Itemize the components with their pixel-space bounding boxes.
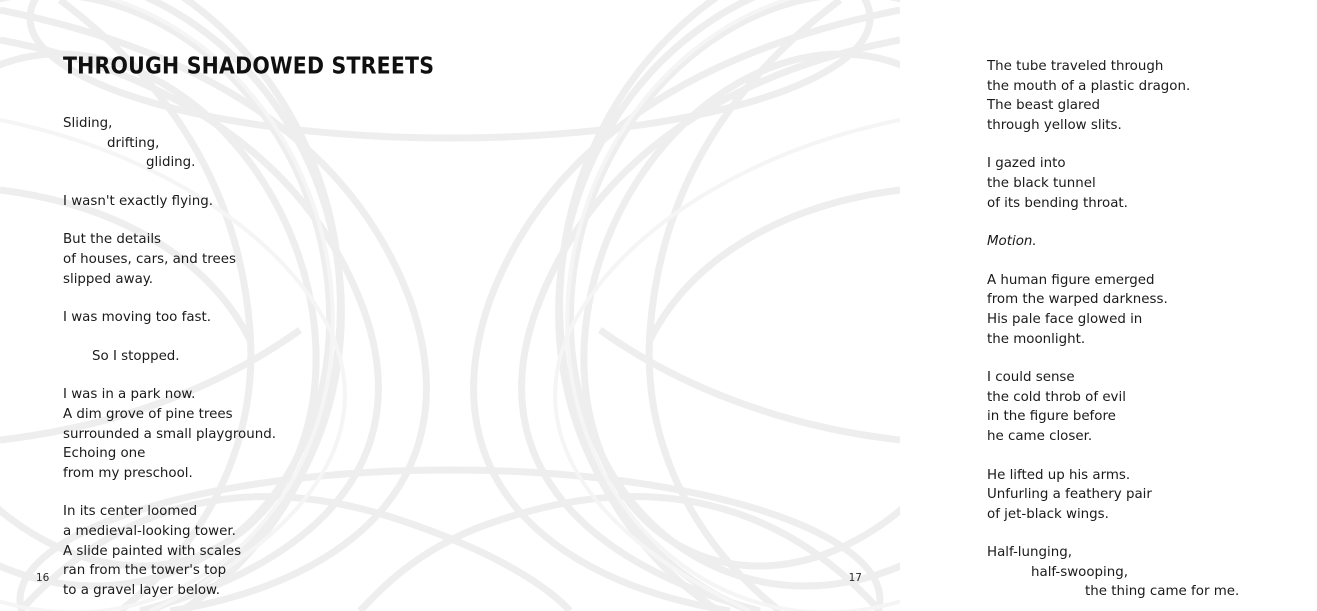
poem-line: Echoing one <box>63 446 146 462</box>
stanza <box>987 368 1317 446</box>
poem-line: half-swooping, <box>1031 564 1129 580</box>
stanza <box>987 57 1317 135</box>
stanza <box>63 114 403 173</box>
poem-line: of houses, cars, and trees <box>63 251 236 267</box>
stanza <box>987 543 1317 602</box>
stanza <box>987 154 1317 213</box>
stanza <box>63 192 403 212</box>
poem-line: ran from the tower's top <box>63 563 227 579</box>
stanza <box>63 347 403 367</box>
poem-line: But the details <box>63 232 162 248</box>
poem-line: I was in a park now. <box>63 387 196 403</box>
left-page-poem-body <box>63 114 403 600</box>
poem-line: I wasn't exactly flying. <box>63 193 213 209</box>
poem-line: the black tunnel <box>987 175 1096 191</box>
poem-line: The beast glared <box>987 98 1100 114</box>
poem-line: the mouth of a plastic dragon. <box>987 78 1191 94</box>
poem-line: In its center loomed <box>63 504 198 520</box>
stanza <box>63 385 403 483</box>
poem-line: surrounded a small playground. <box>63 426 276 442</box>
poem-line: I was moving too fast. <box>63 310 212 326</box>
poem-line: of its bending throat. <box>987 195 1128 211</box>
poem-line: The tube traveled through <box>987 59 1164 74</box>
poem-line: I could sense <box>987 370 1075 386</box>
poem-line: Half-lunging, <box>987 545 1072 561</box>
page-number-left: 16 <box>36 572 50 584</box>
poem-line: of jet-black wings. <box>987 506 1109 522</box>
left-page <box>0 0 450 611</box>
right-page-poem-body <box>987 57 1317 602</box>
poem-line: Sliding, <box>63 116 113 131</box>
poem-line: Unfurling a feathery pair <box>987 487 1152 503</box>
page-title: THROUGH SHADOWED STREETS <box>63 52 435 79</box>
stanza <box>63 308 403 328</box>
poem-line: A human figure emerged <box>987 272 1155 288</box>
poem-line-emphasis: Motion. <box>987 234 1037 250</box>
poem-line: the thing came for me. <box>1085 584 1240 600</box>
stanza <box>987 232 1317 252</box>
poem-line: I gazed into <box>987 156 1066 172</box>
poem-line: from the warped darkness. <box>987 292 1168 308</box>
poem-line: he came closer. <box>987 428 1093 444</box>
poem-line: the moonlight. <box>987 331 1086 347</box>
page-number-right: 17 <box>848 572 862 584</box>
poem-line: to a gravel layer below. <box>63 582 220 598</box>
poem-line: So I stopped. <box>92 348 180 364</box>
right-page <box>450 0 1240 611</box>
stanza <box>63 230 403 289</box>
poem-line: a medieval-looking tower. <box>63 523 236 539</box>
poem-line: through yellow slits. <box>987 117 1122 133</box>
poem-line: in the figure before <box>987 409 1116 425</box>
stanza <box>63 502 403 600</box>
poem-line: slipped away. <box>63 271 154 287</box>
poem-line: A dim grove of pine trees <box>63 406 233 422</box>
poem-line: He lifted up his arms. <box>987 467 1131 483</box>
poem-line: His pale face glowed in <box>987 311 1143 327</box>
stanza <box>987 466 1317 525</box>
poem-line: drifting, <box>107 135 160 151</box>
poem-line: the cold throb of evil <box>987 389 1126 405</box>
stanza <box>987 271 1317 349</box>
poem-line: gliding. <box>146 155 196 171</box>
poem-line: from my preschool. <box>63 465 193 481</box>
poem-line: A slide painted with scales <box>63 543 242 559</box>
